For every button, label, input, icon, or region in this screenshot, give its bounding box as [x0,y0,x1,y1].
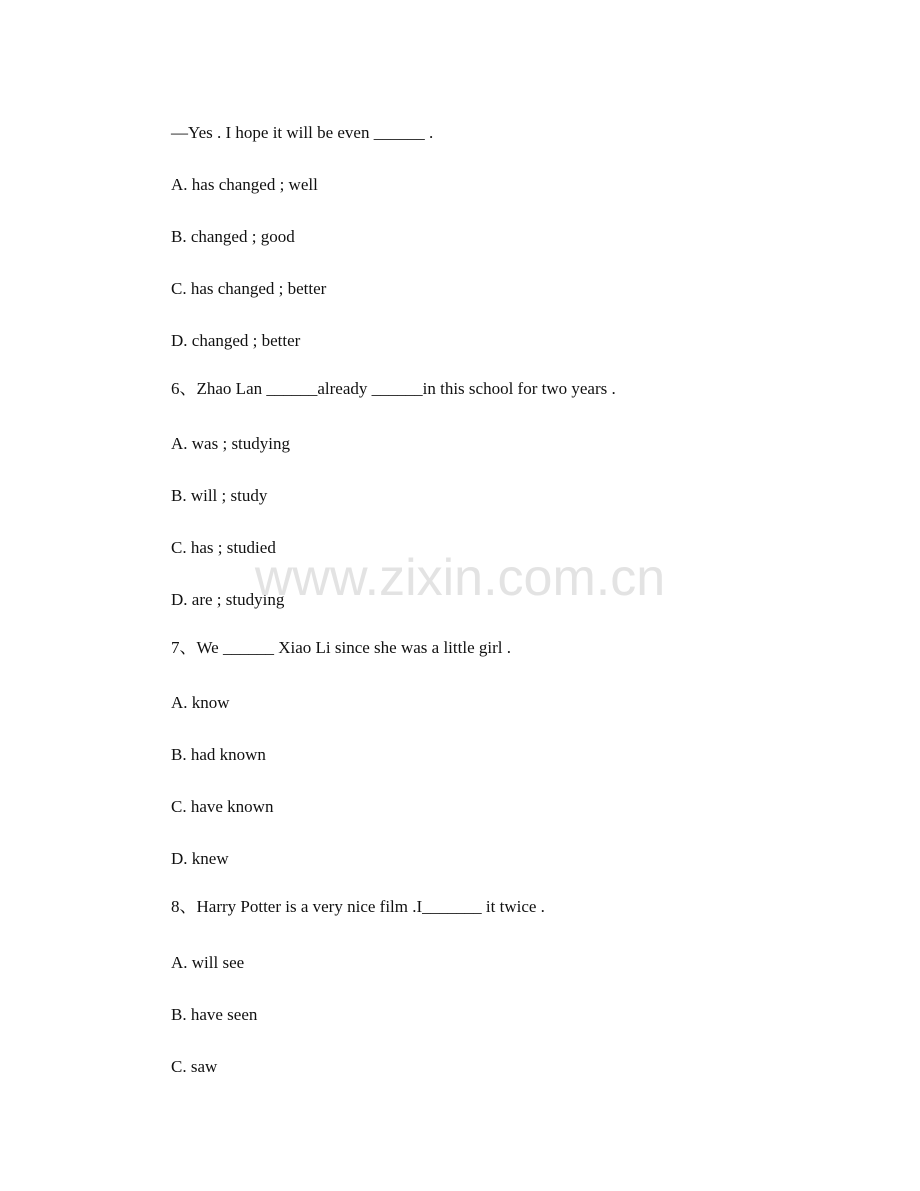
option-q7-b: B. had known [171,745,266,764]
option-q5-a: A. has changed ; well [171,175,318,194]
option-q7-d: D. knew [171,849,229,868]
option-q6-c: C. has ; studied [171,538,276,557]
question-8: 8、Harry Potter is a very nice film .I_______ it twice . [171,897,545,916]
question-6: 6、Zhao Lan ______already ______in this school for two years . [171,379,616,398]
answer-line-q5: —Yes . I hope it will be even ______ . [171,123,434,142]
option-q7-a: A. know [171,693,230,712]
option-q6-a: A. was ; studying [171,434,290,453]
option-q6-b: B. will ; study [171,486,268,505]
option-q5-d: D. changed ; better [171,331,301,350]
option-q8-c: C. saw [171,1057,218,1076]
watermark: www.zixin.com.cn [254,549,666,607]
option-q8-a: A. will see [171,953,245,972]
option-q7-c: C. have known [171,797,274,816]
option-q5-b: B. changed ; good [171,227,295,246]
option-q8-b: B. have seen [171,1005,258,1024]
question-7: 7、We ______ Xiao Li since she was a little girl . [171,638,511,657]
option-q5-c: C. has changed ; better [171,279,327,298]
option-q6-d: D. are ; studying [171,590,285,609]
